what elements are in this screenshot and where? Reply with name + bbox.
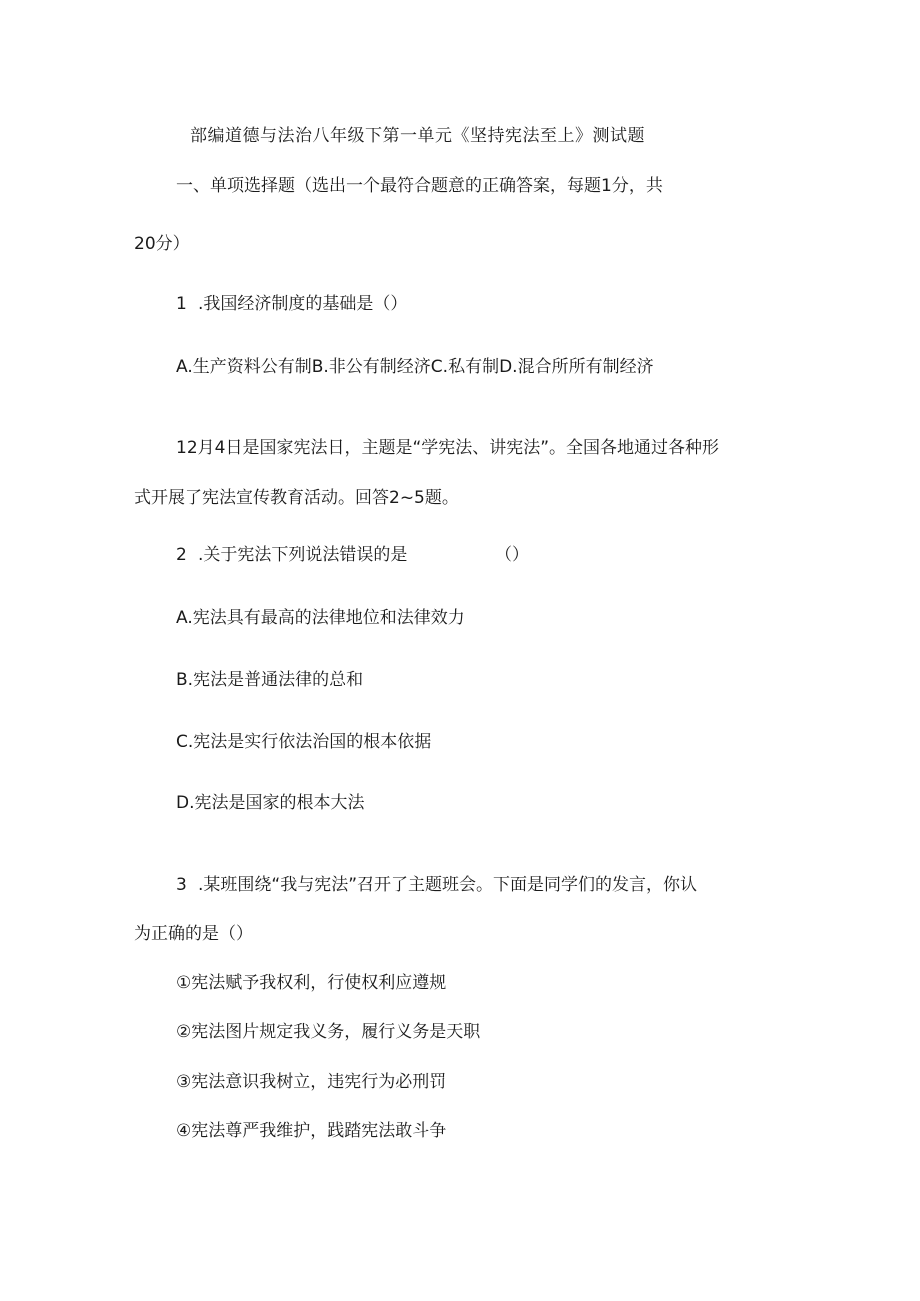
intro-paragraph-line-2: 式开展了宪法宣传教育活动。回答2~5题。: [134, 488, 459, 508]
question-2-stem: .关于宪法下列说法错误的是: [198, 545, 408, 565]
question-2: [176, 543, 407, 567]
question-2-option-d: D.宪法是国家的根本大法: [176, 793, 365, 813]
question-3-number: 3: [176, 875, 187, 895]
question-1-stem: .我国经济制度的基础是（）: [198, 294, 408, 314]
question-2-option-c: C.宪法是实行依法治国的根本依据: [176, 732, 432, 752]
question-3-item-4: ④宪法尊严我维护，践踏宪法敢斗争: [176, 1121, 447, 1141]
question-2-answer-bracket: （）: [495, 545, 529, 565]
section-heading: 一、单项选择题（选出一个最符合题意的正确答案，每题1分，共: [176, 176, 663, 196]
intro-paragraph-line-1: 12月4日是国家宪法日，主题是“学宪法、讲宪法”。全国各地通过各种形: [176, 438, 720, 458]
question-3: [176, 873, 697, 897]
question-2-option-a: A.宪法具有最高的法律地位和法律效力: [176, 608, 465, 628]
question-1: [176, 292, 407, 316]
question-3-stem-line-2: 为正确的是（）: [134, 924, 253, 944]
question-2-number: 2: [176, 545, 187, 565]
section-heading-continued: 20分）: [134, 234, 190, 254]
question-1-options: A.生产资料公有制B.非公有制经济C.私有制D.混合所所有制经济: [176, 357, 654, 377]
question-3-stem-line-1: .某班围绕“我与宪法”召开了主题班会。下面是同学们的发言，你认: [198, 875, 698, 895]
question-3-item-1: ①宪法赋予我权利，行使权利应遵规: [176, 973, 447, 993]
question-1-number: 1: [176, 294, 187, 314]
question-2-option-b: B.宪法是普通法律的总和: [176, 670, 364, 690]
question-3-item-3: ③宪法意识我树立，违宪行为必刑罚: [176, 1072, 447, 1092]
question-3-item-2: ②宪法图片规定我义务，履行义务是天职: [176, 1022, 481, 1042]
page-title: 部编道德与法治八年级下第一单元《坚持宪法至上》测试题: [190, 126, 645, 146]
